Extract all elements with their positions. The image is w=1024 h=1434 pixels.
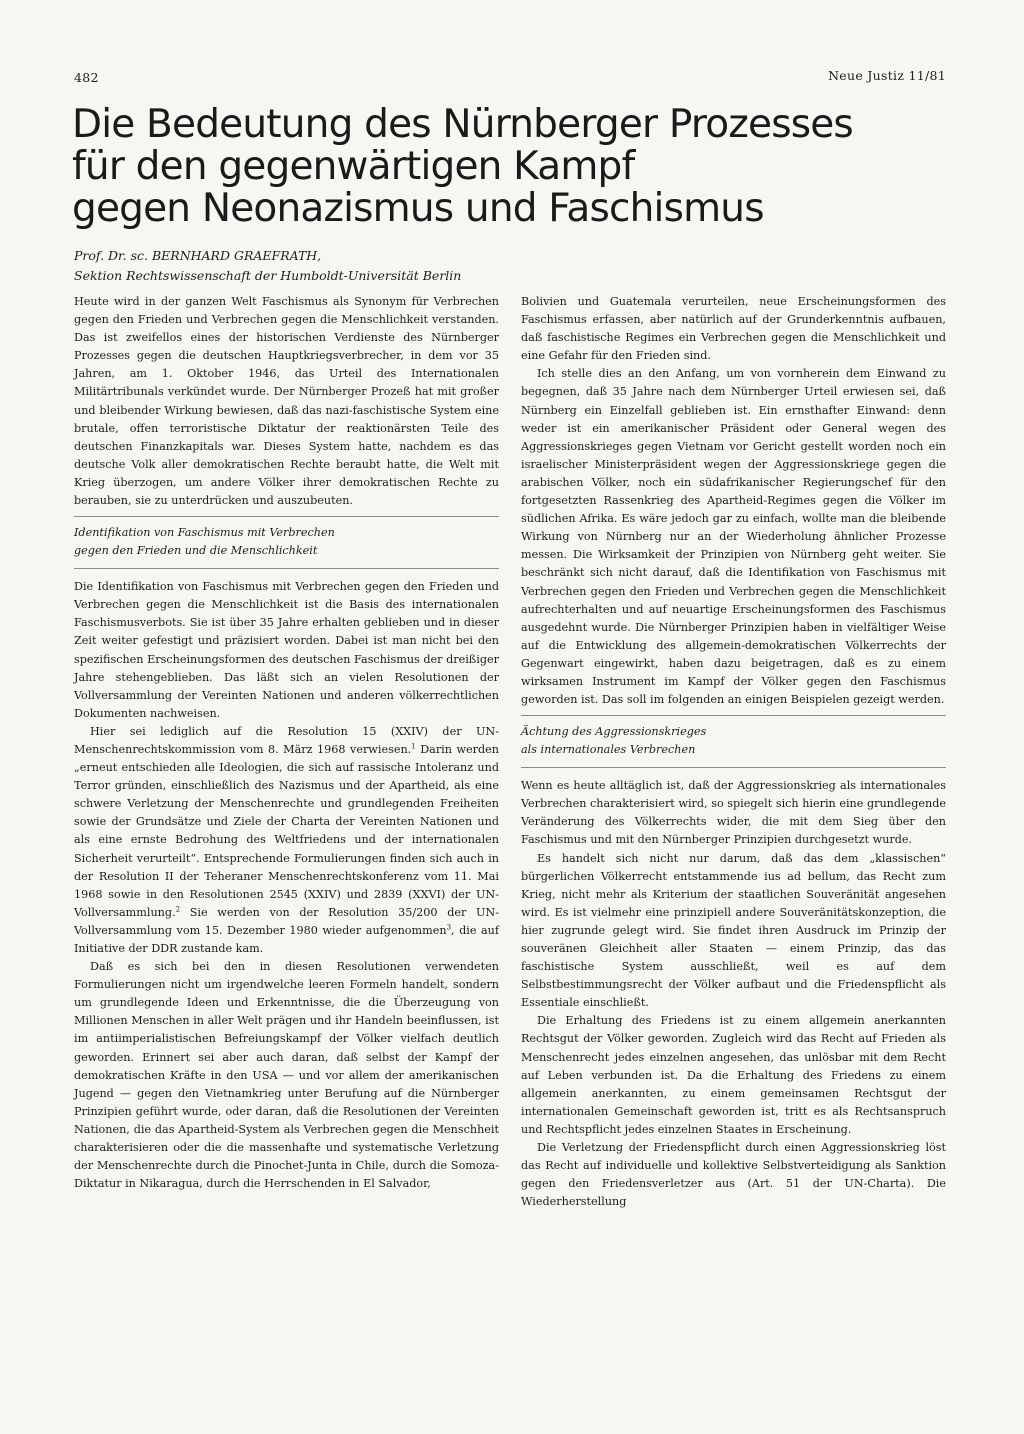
body-paragraph: Die Identifikation von Faschismus mit Verbrechen gegen den Frieden und Verbrechen gegen die Menschlichkeit ist die Basis des internationalen Faschismusverbots. Sie ist über 35 Jahre erhalten geblieben und in dieser Zeit weiter gefestigt und präzisiert worden. Dabei ist man nicht bei den spezifischen Erscheinungsformen des deutschen Faschismus der dreißiger Jahre stehengeblieben. Das läßt sich an vielen Resolutionen der Vollversammlung der Vereinten Nationen und anderen völkerrechtlichen Dokumenten nachweisen.	[74, 580, 499, 720]
text-run: , die auf Initiative der DDR zustande kam.	[74, 923, 499, 955]
title-line-1: Die Bedeutung des Nürnberger Prozesses	[72, 102, 853, 147]
section-heading-aechtung	[521, 715, 946, 768]
body-paragraph: Die Verletzung der Friedenspflicht durch einen Aggressionskrieg löst das Recht auf individuelle und kollektive Selbstverteidigung als Sanktion gegen den Friedensverletzer aus (Art. 51 der UN-Charta). Die Wiederherstellung	[521, 1141, 946, 1209]
section-heading-line: Ächtung des Aggressionskrieges	[521, 725, 707, 739]
author-affiliation: Sektion Rechtswissenschaft der Humboldt-Universität Berlin	[74, 268, 462, 283]
body-paragraph: Die Erhaltung des Friedens ist zu einem allgemein anerkannten Rechtsgut der Völker geworden. Zugleich wird das Recht auf Frieden als Menschenrecht jedes einzelnen angesehen, das unlösbar mit dem Recht auf Leben verbunden ist. Da die Erhaltung des Friedens zu einem allgemein anerkannten, zu einem gemeinsamen Rechtsgut der internationalen Gemeinschaft geworden ist, tritt es als Rechtsanspruch und Rechtspflicht jedes einzelnen Staates in Erscheinung.	[521, 1014, 946, 1136]
title-line-3: gegen Neonazismus und Faschismus	[72, 186, 764, 231]
body-paragraph: Es handelt sich nicht nur darum, daß das dem „klassischen“ bürgerlichen Völkerrecht entstammende ius ad bellum, das Recht zum Krieg, nicht mehr als Kriterium der staatlichen Souveränität angesehen wird. Es ist vielmehr eine prinzipiell andere Souveränitätskonzeption, die hier zugrunde gelegt wird. Sie findet ihren Ausdruck im Prinzip der souveränen Gleichheit aller Staaten — einem Prinzip, das das faschistische System ausschließt, weil es auf dem Selbstbestimmungsrecht der Völker aufbaut und die Friedenspflicht als Essentiale einschließt.	[521, 851, 946, 1010]
text-run: Hier sei lediglich auf die Resolution 15 (XXIV) der UN-Menschenrechtskommission vom 8. März 1968 verwiesen.	[74, 724, 499, 756]
body-paragraph: Daß es sich bei den in diesen Resolutionen verwendeten Formulierungen nicht um irgendwelche leeren Formeln handelt, sondern um grundlegende Ideen und Erkenntnisse, die die Überzeugung von Millionen Menschen in aller Welt prägen und ihr Handeln beeinflussen, ist im antiimperialistischen Befreiungskampf der Völker vielfach deutlich geworden. Erinnert sei aber auch daran, daß selbst der Kampf der demokratischen Kräfte in den USA — und vor allem der amerikanischen Jugend — gegen den Vietnamkrieg unter Berufung auf die Nürnberger Prinzipien geführt wurde, oder daran, daß die Resolutionen der Vereinten Nationen, die das Apartheid-System als Verbrechen gegen die Menschheit charakterisieren oder die die massenhafte und systematische Verletzung der Menschenrechte durch die Pinochet-Junta in Chile, durch die Somoza-Diktatur in Nikaragua, durch die Herrschenden in El Salvador,	[74, 960, 499, 1191]
body-paragraph	[74, 723, 499, 958]
page-number: 482	[74, 70, 99, 85]
author-block	[74, 246, 674, 286]
footnote-ref-3: 3	[446, 923, 452, 932]
body-paragraph: Bolivien und Guatemala verurteilen, neue Erscheinungsformen des Faschismus erfassen, aber natürlich auf der Grunderkenntnis aufbauen, daß faschistische Regimes ein Verbrechen gegen die Menschlichkeit und eine Gefahr für den Frieden sind.	[521, 295, 946, 363]
journal-issue: Neue Justiz 11/81	[828, 68, 946, 83]
body-paragraph: Wenn es heute alltäglich ist, daß der Aggressionskrieg als internationales Verbrechen charakterisiert wird, so spiegelt sich hierin eine grundlegende Veränderung des Völkerrechts wider, die mit dem Sieg über den Faschismus und mit den Nürnberger Prinzipien durchgesetzt wurde.	[521, 779, 946, 847]
title-line-2: für den gegenwärtigen Kampf	[72, 144, 635, 189]
article-title	[72, 102, 853, 231]
left-column	[74, 293, 499, 1193]
footnote-ref-1: 1	[411, 742, 416, 751]
body-paragraph: Ich stelle dies an den Anfang, um von vornherein dem Einwand zu begegnen, daß 35 Jahre nach dem Nürnberger Urteil erwiesen sei, daß Nürnberg ein Einzelfall geblieben ist. Ein ernsthafter Einwand: denn weder ist ein amerikanischer Präsident oder General wegen des Aggressionskrieges gegen Vietnam vor Gericht gestellt worden noch ein israelischer Ministerpräsident wegen der Aggressionskriege gegen die arabischen Völker, noch ein südafrikanischer Regierungschef für den fortgesetzten Rassenkrieg des Apartheid-Regimes gegen die Völker im südlichen Afrika. Es wäre jedoch gar zu einfach, wollte man die bleibende Wirkung von Nürnberg nur an der Wiederholung ähnlicher Prozesse messen. Die Wirksamkeit der Prinzipien von Nürnberg geht weiter. Sie beschränkt sich nicht darauf, daß die Identifikation von Faschismus mit Verbrechen gegen den Frieden und Verbrechen gegen die Menschlichkeit aufrechterhalten und auf neuartige Erscheinungsformen des Faschismus ausgedehnt wurde. Die Nürnberger Prinzipien haben in vielfältiger Weise auf die Entwicklung des allgemein-demokratischen Völkerrechts der Gegenwart eingewirkt, haben dazu beigetragen, daß es zu einem wirksamen Instrument im Kampf der Völker gegen den Faschismus geworden ist. Das soll im folgenden an einigen Beispielen gezeigt werden.	[521, 367, 946, 707]
author-name: Prof. Dr. sc. BERNHARD GRAEFRATH,	[74, 248, 322, 263]
section-heading-line: Identifikation von Faschismus mit Verbrechen	[74, 526, 335, 540]
text-run: Sie werden von der Resolution 35/200 der UN-Vollversammlung vom 15. Dezember 1980 wieder aufgenommen	[74, 905, 499, 937]
section-heading-line: gegen den Frieden und die Menschlichkeit	[74, 544, 318, 558]
right-column	[521, 293, 946, 1211]
intro-paragraph: Heute wird in der ganzen Welt Faschismus als Synonym für Verbrechen gegen den Frieden und Verbrechen gegen die Menschlichkeit verstanden. Das ist zweifellos eines der historischen Verdienste des Nürnberger Prozesses gegen die deutschen Hauptkriegsverbrecher, in dem vor 35 Jahren, am 1. Oktober 1946, das Urteil des Internationalen Militärtribunals verkündet wurde. Der Nürnberger Prozeß hat mit großer und bleibender Wirkung bewiesen, daß das nazi-faschistische System eine brutale, offen terroristische Diktatur der reaktionärsten Teile des deutschen Finanzkapitals war. Dieses System hatte, nachdem es das deutsche Volk aller demokratischen Rechte beraubt hatte, die Welt mit Krieg überzogen, um andere Völker ihrer demokratischen Rechte zu berauben, sie zu unterdrücken und auszubeuten.	[74, 295, 499, 508]
section-heading-line: als internationales Verbrechen	[521, 743, 696, 757]
footnote-ref-2: 2	[175, 905, 181, 914]
section-heading-identifikation	[74, 516, 499, 569]
text-run: Darin werden „erneut entschieden alle Ideologien, die sich auf rassische Intoleranz und Terror gründen, einschließlich des Nazismus und der Apartheid, als eine schwere Verletzung der Menschenrechte und grundlegenden Freiheiten sowie der Grundsätze und Ziele der Charta der Vereinten Nationen und als eine ernste Bedrohung des Weltfriedens und der internationalen Sicherheit verurteilt“. Entsprechende Formulierungen finden sich auch in der Resolution II der Teheraner Menschenrechtskonferenz vom 11. Mai 1968 sowie in den Resolutionen 2545 (XXIV) und 2839 (XXVI) der UN-Vollversammlung.	[74, 742, 500, 919]
